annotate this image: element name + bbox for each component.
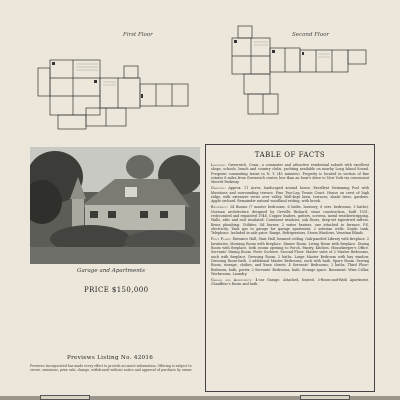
listing-note: Previews Incorporated has made every effort to provide accurate information. Offering is subject to errors, omissions, prior sale, change, withdrawal without notice and approval of purchase by owner.	[30, 364, 193, 373]
fact-text: 4-car Garage. Attached, heated, 3-Room-and-Bath Apartment. Chauffeur's Room and bath.	[211, 277, 369, 287]
fact-heading: Grounds:	[211, 186, 226, 191]
fact-heading: Residence:	[211, 205, 229, 210]
second-floor-plan-drawing	[212, 8, 380, 140]
fact-garage	[211, 278, 369, 287]
bottom-tab-right	[300, 395, 350, 400]
fact-heading: Location:	[211, 163, 227, 167]
second-floor-plan	[212, 8, 380, 140]
fact-text: Approx. 11 Acres, landscaped around house. Excellent Swimming Pool with bluestone and surrounding terrace. Fine Two-Lap Tennis Court. House on crest of high ridge, with extensive views over valley. Well-kept lawn, terraces, shade trees, gardens. Apple orchard. Remainder natural woodland setting, with brook.	[211, 186, 369, 204]
first-floor-caption: First Floor	[123, 32, 153, 38]
fact-heading: Garage and Apartments:	[211, 277, 253, 282]
fact-first-floor	[211, 237, 369, 276]
bottom-tab-left	[40, 395, 90, 400]
fact-text: Greenwich, Conn., a commuter and attractive residential suburb with excellent shops, schools, beach and country clubs, yachting available on nearby Long Island Sound. Frequent commuting trains to N. Y. (45 minutes). Property is located in section of fine estates 8 miles from Greenwich center, less than an hour's drive to New York via convenient Merritt Parkway.	[211, 163, 369, 185]
fact-grounds	[211, 186, 369, 203]
first-floor-plan	[28, 8, 198, 140]
second-floor-caption: Second Floor	[292, 32, 330, 38]
price-label: PRICE $150,000	[84, 286, 149, 294]
garage-photo-image	[30, 147, 200, 264]
listing-title: Previews Listing No. 42016	[67, 355, 154, 361]
table-of-facts	[205, 144, 375, 392]
fact-text: 34 Rooms (7 master bedrooms, 6 baths, lavatory; 6 serv. bedrooms, 3 baths). Norman architecture designed by Greville Rickard; stone construction, built 1931, redecorated and repainted 1946. Copper leaders, gutters, screens, metal weatherstripping. Walls, attic and roof insulated. Casement windows, oak floors, deep-set tapestried rafters. Brass plumbing. Utilities: Oil burner, 2 water heaters, one attached to furnace. P.S. electricity. Tank gas to garage for garage apartment. 2 artesian wells. Septic tank. Telephone. Included in sale price: Range, Refrigerators, Storm Windows, Venetian Blinds.	[211, 205, 369, 236]
first-floor-plan-drawing	[28, 8, 198, 140]
garage-photo	[30, 147, 200, 264]
fact-location	[211, 163, 369, 185]
fact-text: Entrance Hall, Stair Hall, beamed ceiling. Oak-paneled Library with fireplace. 2 lavatories. Morning Room with fireplace. Dinner Room. Living Room with fireplace. Dining Room with fireplace, both rooms opening to Porch. Pantry, Kitchen. Housekeeper's Office. Servants' Dining Room. Porte Cochere. Second Floor: Master suite of 2 Master Bedrooms, each with fireplace, Dressing Room, 2 baths. Large Master Bedroom with bay window, Dressing Room-bath. 3 additional Master Bedrooms, each with bath. Spare Room. Sewing Room, storage, clothes, and linen closets. 4 Servants' Bedrooms; 2 baths. Third Floor: Bedroom, bath, porter. 2 Servants' Bedrooms, bath. Storage space. Basement: Wine Cellar, Workrooms, Laundry.	[211, 237, 370, 277]
fact-heading: First Floor:	[211, 237, 232, 242]
facts-title: TABLE OF FACTS	[254, 151, 326, 159]
fact-residence	[211, 205, 369, 235]
photo-caption: Garage and Apartments	[77, 268, 145, 274]
